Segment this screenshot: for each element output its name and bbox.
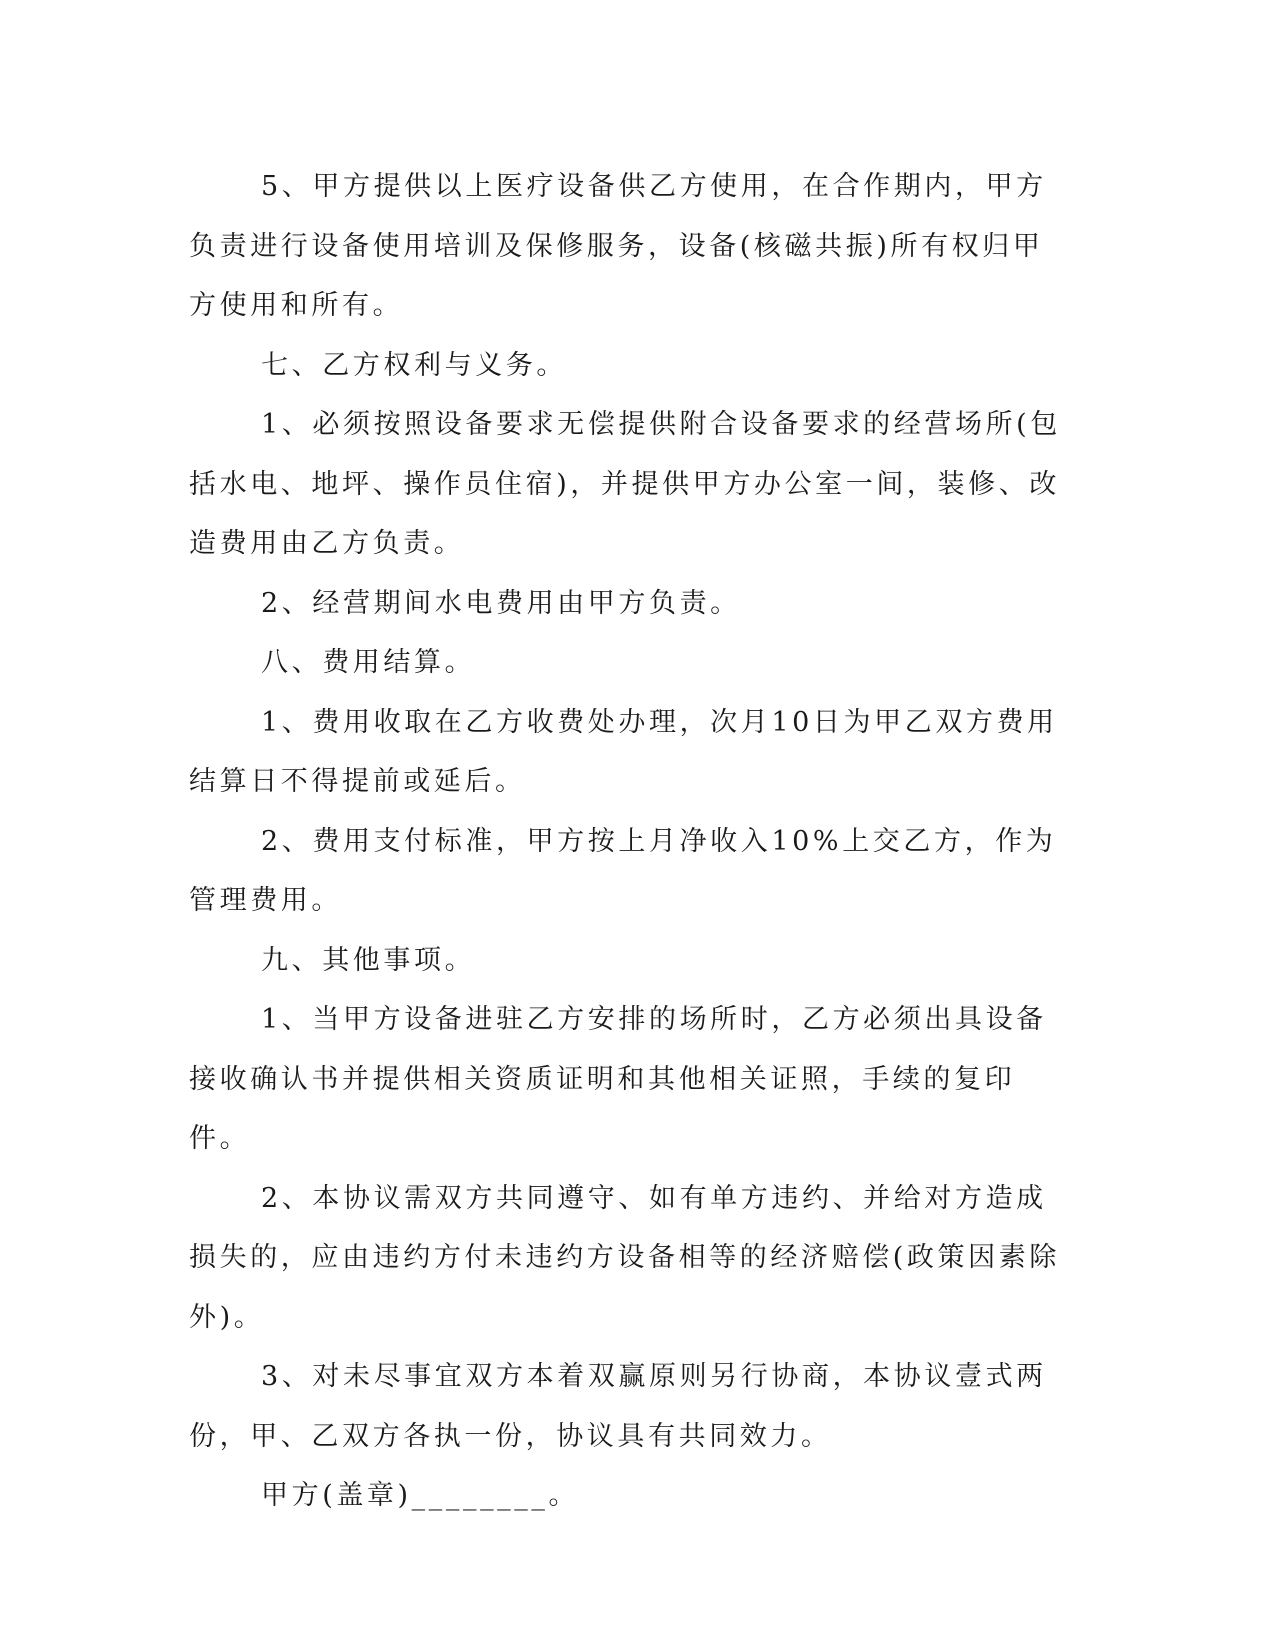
paragraph-section-7-item-1: 1、必须按照设备要求无偿提供附合设备要求的经营场所(包括水电、地坪、操作员住宿)，并提供甲方办公室一间，装修、改造费用由乙方负责。 [189,409,1061,559]
paragraph-section-9-item-3: 3、对未尽事宜双方本着双赢原则另行协商，本协议壹式两份，甲、乙双方各执一份，协议具有共同效力。 [189,1361,1047,1452]
paragraph-section-9-item-1: 1、当甲方设备进驻乙方安排的场所时，乙方必须出具设备接收确认书并提供相关资质证明和其他相关证照，手续的复印件。 [189,1004,1047,1154]
paragraph-section-8-item-2: 2、费用支付标准，甲方按上月净收入10%上交乙方，作为管理费用。 [189,825,1057,916]
heading-section-9: 九、其他事项。 [261,944,476,976]
paragraph-section-8-item-1: 1、费用收取在乙方收费处办理，次月10日为甲乙双方费用结算日不得提前或延后。 [189,706,1058,797]
document-body [189,157,1069,1526]
paragraph-section-9-item-2: 2、本协议需双方共同遵守、如有单方违约、并给对方造成损失的，应由违约方付未违约方设备相等的经济赔偿(政策因素除外)。 [189,1182,1060,1333]
heading-section-8: 八、费用结算。 [261,647,476,678]
paragraph-clause-5-equipment: 5、甲方提供以上医疗设备供乙方使用，在合作期内，甲方负责进行设备使用培训及保修服务，设备(核磁共振)所有权归甲方使用和所有。 [189,171,1047,321]
paragraph-section-7-item-2: 2、经营期间水电费用由甲方负责。 [261,587,741,619]
heading-section-7: 七、乙方权利与义务。 [261,349,567,381]
signature-line-party-a: 甲方(盖章)________。 [261,1480,580,1511]
